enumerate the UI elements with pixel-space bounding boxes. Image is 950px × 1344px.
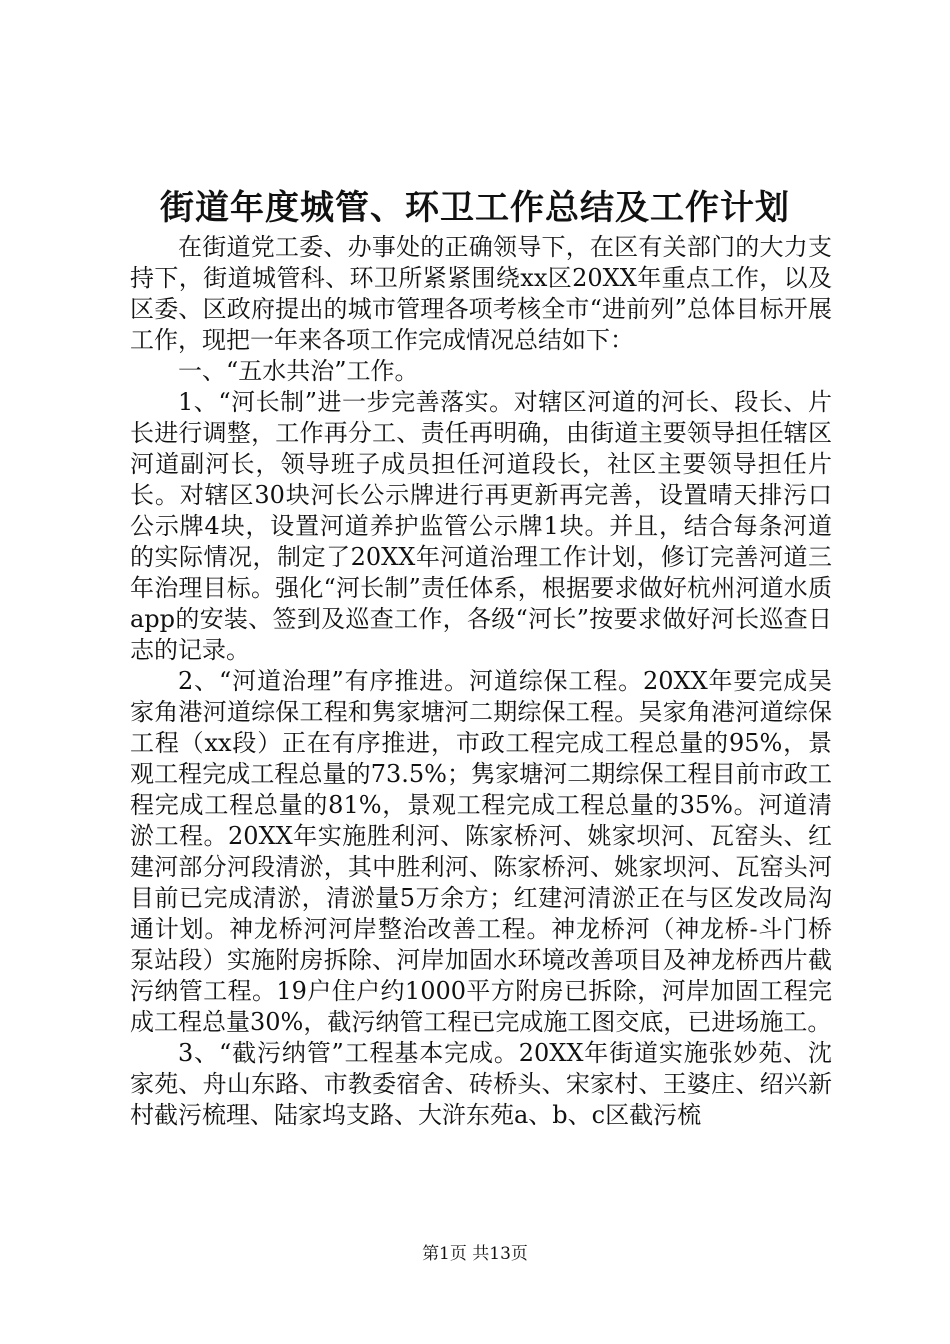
document-body <box>130 232 832 1131</box>
paragraph-river-governance: 2、“河道治理”有序推进。河道综保工程。20XX年要完成吴家角港河道综保工程和隽家塘河二期综保工程。吴家角港河道综保工程（xx段）正在有序推进，市政工程完成工程总量的95%，景观工程完成工程总量的73.5%；隽家塘河二期综保工程目前市政工程完成工程总量的81%，景观工程完成工程总量的35%。河道清淤工程。20XX年实施胜利河、陈家桥河、姚家坝河、瓦窑头、红建河部分河段清淤，其中胜利河、陈家桥河、姚家坝河、瓦窑头河目前已完成清淤，清淤量5万余方；红建河清淤正在与区发改局沟通计划。神龙桥河河岸整治改善工程。神龙桥河（神龙桥-斗门桥泵站段）实施附房拆除、河岸加固水环境改善项目及神龙桥西片截污纳管工程。19户住户约1000平方附房已拆除，河岸加固工程完成工程总量30%，截污纳管工程已完成施工图交底，已进场施工。 <box>130 667 832 1036</box>
page-footer: 第1页 共13页 <box>422 1244 528 1264</box>
intro-paragraph: 在街道党工委、办事处的正确领导下，在区有关部门的大力支持下，街道城管科、环卫所紧紧围绕xx区20XX年重点工作，以及区委、区政府提出的城市管理各项考核全市“进前列”总体目标开展工作，现把一年来各项工作完成情况总结如下： <box>130 233 832 354</box>
paragraph-river-chief: 1、“河长制”进一步完善落实。对辖区河道的河长、段长、片长进行调整，工作再分工、责任再明确，由街道主要领导担任辖区河道副河长，领导班子成员担任河道段长，社区主要领导担任片长。对辖区30块河长公示牌进行再更新再完善，设置晴天排污口公示牌4块，设置河道养护监管公示牌1块。并且，结合每条河道的实际情况，制定了20XX年河道治理工作计划，修订完善河道三年治理目标。强化“河长制”责任体系，根据要求做好杭州河道水质app的安装、签到及巡查工作，各级“河长”按要求做好河长巡查日志的记录。 <box>130 388 832 664</box>
section-heading-five-water: 一、“五水共治”工作。 <box>178 357 419 385</box>
document-title: 街道年度城管、环卫工作总结及工作计划 <box>160 188 790 228</box>
paragraph-sewage-interception: 3、“截污纳管”工程基本完成。20XX年街道实施张妙苑、沈家苑、舟山东路、市教委宿舍、砖桥头、宋家村、王婆庄、绍兴新村截污梳理、陆家坞支路、大浒东苑a、b、c区截污梳 <box>130 1039 832 1129</box>
